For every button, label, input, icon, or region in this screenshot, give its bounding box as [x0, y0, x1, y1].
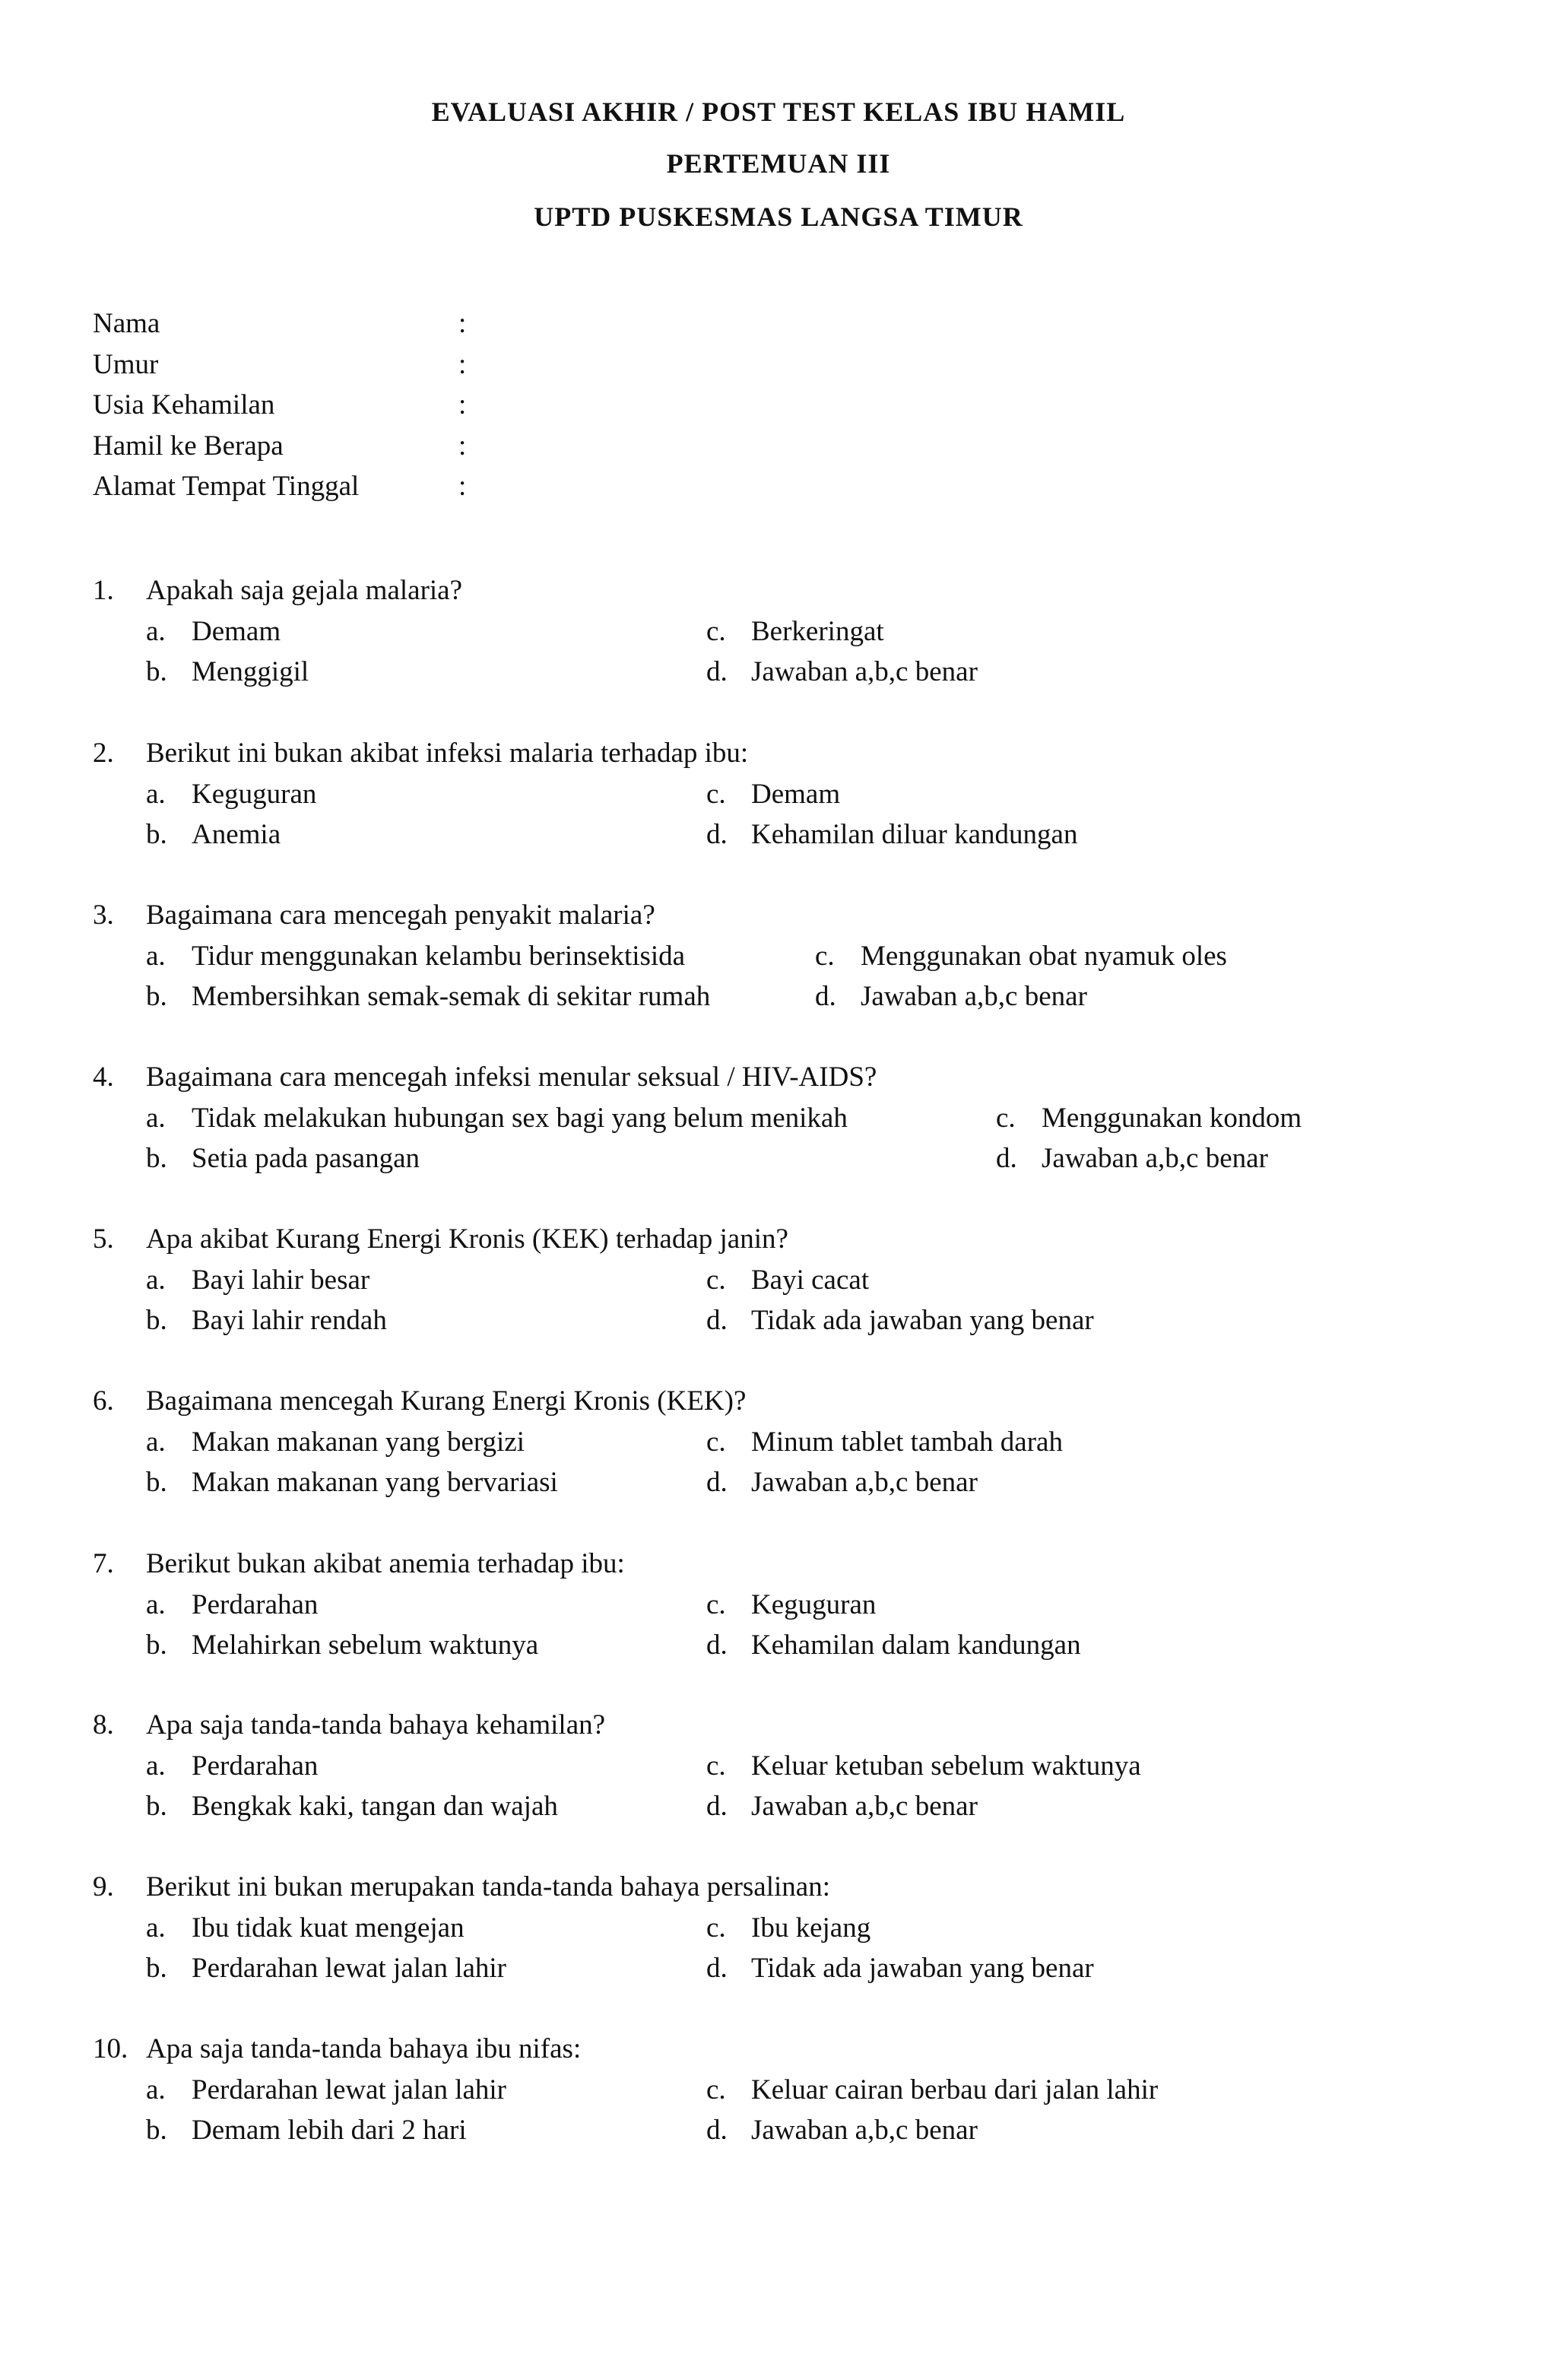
- option-letter: a.: [146, 1750, 166, 1782]
- option-text: Keluar ketuban sebelum waktunya: [751, 1750, 1141, 1782]
- option-text: Menggunakan kondom: [1042, 1102, 1302, 1134]
- question-number: 1.: [93, 575, 114, 606]
- question-text: Apa saja tanda-tanda bahaya ibu nifas:: [146, 2033, 582, 2064]
- question-number: 4.: [93, 1061, 114, 1093]
- option-letter: a.: [146, 1264, 166, 1296]
- option-text: Makan makanan yang bervariasi: [192, 1467, 558, 1498]
- question-number: 3.: [93, 900, 114, 931]
- question-text: Bagaimana mencegah Kurang Energi Kronis (KEK)?: [146, 1385, 747, 1417]
- question-number: 5.: [93, 1223, 114, 1255]
- option-text: Makan makanan yang bergizi: [192, 1426, 525, 1458]
- option-letter: b.: [146, 1467, 167, 1498]
- option-letter: c.: [706, 2074, 726, 2106]
- option-text: Jawaban a,b,c benar: [861, 981, 1087, 1012]
- option-letter: b.: [146, 656, 167, 687]
- option-text: Setia pada pasangan: [192, 1143, 420, 1174]
- option-text: Tidak ada jawaban yang benar: [751, 1953, 1094, 1984]
- identity-colon: :: [458, 348, 467, 380]
- option-text: Demam lebih dari 2 hari: [192, 2115, 467, 2146]
- identity-label: Usia Kehamilan: [93, 389, 275, 420]
- identity-colon: :: [458, 430, 467, 462]
- option-letter: b.: [146, 1143, 167, 1174]
- option-text: Demam: [751, 778, 841, 810]
- option-text: Menggunakan obat nyamuk oles: [861, 940, 1227, 972]
- option-text: Demam: [192, 615, 281, 647]
- option-text: Bayi lahir rendah: [192, 1305, 387, 1336]
- option-letter: d.: [706, 819, 728, 850]
- question-text: Apakah saja gejala malaria?: [146, 575, 463, 606]
- option-letter: a.: [146, 1102, 166, 1134]
- option-letter: a.: [146, 778, 166, 810]
- identity-label: Umur: [93, 348, 159, 380]
- question-text: Berikut bukan akibat anemia terhadap ibu:: [146, 1548, 625, 1579]
- question-text: Bagaimana cara mencegah infeksi menular seksual / HIV-AIDS?: [146, 1061, 877, 1093]
- option-text: Jawaban a,b,c benar: [751, 2115, 978, 2146]
- option-letter: c.: [706, 1588, 726, 1620]
- header-institution: UPTD PUSKESMAS LANGSA TIMUR: [534, 202, 1023, 232]
- header-meeting: PERTEMUAN III: [666, 148, 891, 179]
- identity-colon: :: [458, 308, 467, 339]
- option-letter: a.: [146, 940, 166, 972]
- question-number: 9.: [93, 1871, 114, 1902]
- option-letter: d.: [815, 981, 836, 1012]
- option-letter: d.: [706, 1630, 728, 1661]
- question-text: Bagaimana cara mencegah penyakit malaria?: [146, 900, 655, 931]
- option-text: Bengkak kaki, tangan dan wajah: [192, 1791, 558, 1822]
- option-text: Jawaban a,b,c benar: [751, 1467, 978, 1498]
- option-letter: d.: [706, 656, 728, 687]
- option-text: Kehamilan diluar kandungan: [751, 819, 1078, 850]
- option-text: Tidak melakukan hubungan sex bagi yang belum menikah: [192, 1102, 848, 1134]
- question-text: Berikut ini bukan merupakan tanda-tanda bahaya persalinan:: [146, 1871, 830, 1902]
- option-letter: c.: [996, 1102, 1016, 1134]
- option-text: Perdarahan lewat jalan lahir: [192, 2074, 506, 2106]
- option-text: Keguguran: [751, 1588, 877, 1620]
- option-letter: d.: [706, 1791, 728, 1822]
- option-text: Keguguran: [192, 778, 317, 810]
- option-letter: d.: [996, 1143, 1017, 1174]
- option-letter: c.: [706, 1264, 726, 1296]
- option-letter: c.: [815, 940, 835, 972]
- option-text: Menggigil: [192, 656, 309, 687]
- option-letter: c.: [706, 1912, 726, 1944]
- option-text: Jawaban a,b,c benar: [1042, 1143, 1268, 1174]
- question-number: 7.: [93, 1548, 114, 1579]
- option-letter: b.: [146, 819, 167, 850]
- option-text: Keluar cairan berbau dari jalan lahir: [751, 2074, 1159, 2106]
- option-letter: b.: [146, 1953, 167, 1984]
- question-text: Apa saja tanda-tanda bahaya kehamilan?: [146, 1709, 606, 1741]
- option-letter: a.: [146, 1588, 166, 1620]
- option-text: Jawaban a,b,c benar: [751, 1791, 978, 1822]
- option-text: Minum tablet tambah darah: [751, 1426, 1063, 1458]
- option-text: Berkeringat: [751, 615, 884, 647]
- identity-label: Nama: [93, 308, 160, 339]
- option-text: Ibu tidak kuat mengejan: [192, 1912, 465, 1944]
- option-text: Perdarahan: [192, 1750, 319, 1782]
- option-letter: d.: [706, 1953, 728, 1984]
- option-letter: a.: [146, 1912, 166, 1944]
- option-letter: c.: [706, 1750, 726, 1782]
- option-text: Jawaban a,b,c benar: [751, 656, 978, 687]
- option-letter: d.: [706, 2115, 728, 2146]
- option-letter: b.: [146, 1305, 167, 1336]
- option-letter: a.: [146, 615, 166, 647]
- option-text: Anemia: [192, 819, 281, 850]
- option-text: Bayi lahir besar: [192, 1264, 370, 1296]
- identity-colon: :: [458, 471, 467, 502]
- option-letter: a.: [146, 1426, 166, 1458]
- option-letter: b.: [146, 981, 167, 1012]
- question-number: 6.: [93, 1385, 114, 1417]
- identity-label: Alamat Tempat Tinggal: [93, 471, 360, 502]
- option-text: Bayi cacat: [751, 1264, 870, 1296]
- option-text: Tidak ada jawaban yang benar: [751, 1305, 1094, 1336]
- question-number: 2.: [93, 738, 114, 769]
- header-title: EVALUASI AKHIR / POST TEST KELAS IBU HAMIL: [431, 97, 1126, 127]
- question-text: Berikut ini bukan akibat infeksi malaria terhadap ibu:: [146, 738, 749, 769]
- identity-colon: :: [458, 389, 467, 420]
- option-letter: c.: [706, 778, 726, 810]
- question-number: 10.: [93, 2033, 128, 2064]
- option-letter: d.: [706, 1305, 728, 1336]
- question-text: Apa akibat Kurang Energi Kronis (KEK) terhadap janin?: [146, 1223, 788, 1255]
- option-text: Ibu kejang: [751, 1912, 871, 1944]
- option-letter: b.: [146, 2115, 167, 2146]
- option-text: Melahirkan sebelum waktunya: [192, 1630, 539, 1661]
- option-letter: b.: [146, 1791, 167, 1822]
- option-letter: a.: [146, 2074, 166, 2106]
- option-text: Tidur menggunakan kelambu berinsektisida: [192, 940, 686, 972]
- option-text: Perdarahan lewat jalan lahir: [192, 1953, 506, 1984]
- option-text: Membersihkan semak-semak di sekitar rumah: [192, 981, 711, 1012]
- identity-label: Hamil ke Berapa: [93, 430, 284, 462]
- question-number: 8.: [93, 1709, 114, 1741]
- option-letter: d.: [706, 1467, 728, 1498]
- option-text: Kehamilan dalam kandungan: [751, 1630, 1081, 1661]
- option-text: Perdarahan: [192, 1588, 319, 1620]
- option-letter: c.: [706, 1426, 726, 1458]
- option-letter: b.: [146, 1630, 167, 1661]
- option-letter: c.: [706, 615, 726, 647]
